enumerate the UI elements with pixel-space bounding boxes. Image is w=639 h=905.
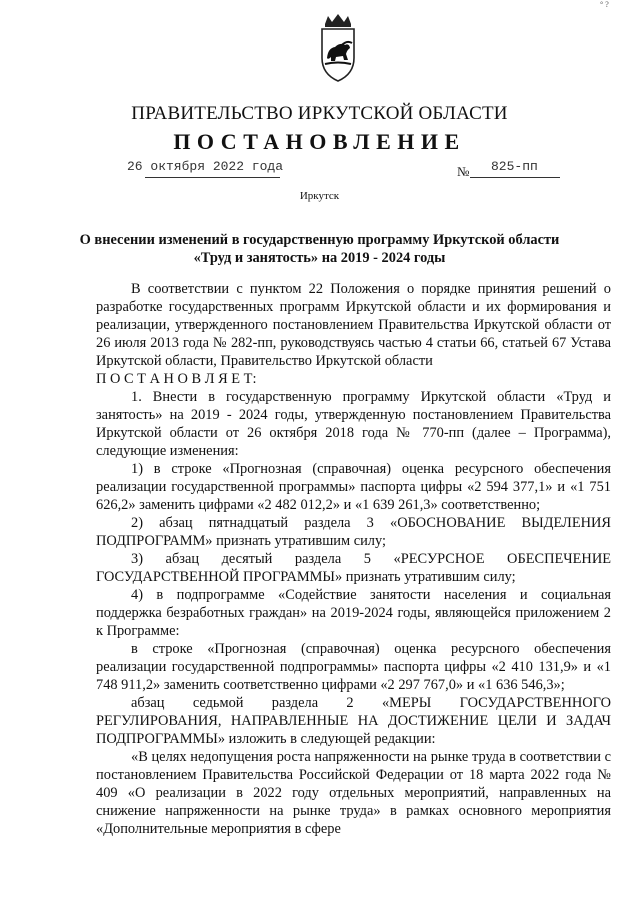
number-sign: №	[457, 164, 470, 179]
paragraph-preamble: В соответствии с пунктом 22 Положения о порядке принятия решений о разработке государственных программ Иркутской области и их формирования и реализации, утвержденного постановлением Правительства Иркутской области от 26 июля 2013 года № 282-пп, руководствуясь частью 4 статьи 66, статьей 67 Устава Иркутской области, Правительство Иркутской области	[96, 281, 611, 369]
paragraph-resolves: П О С Т А Н О В Л Я Е Т:	[96, 371, 257, 387]
paragraph-subitem-1: 1) в строке «Прогнозная (справочная) оценка ресурсного обеспечения реализации государственной программы» паспорта цифры «2 594 377,1» и «1 751 626,2» заменить цифрами «2 482 012,2» и «1 639 261,3» соответственно;	[96, 461, 611, 513]
paragraph-passport-change: в строке «Прогнозная (справочная) оценка ресурсного обеспечения реализации государственной подпрограммы» паспорта цифры «2 410 131,9» и «1 748 911,2» заменить соответственно цифрами «2 297 767,0» и «1 636 546,3»;	[96, 641, 611, 693]
date-underline	[145, 177, 280, 178]
document-body	[96, 280, 611, 838]
number-underline	[470, 177, 560, 178]
paragraph-new-wording: «В целях недопущения роста напряженности на рынке труда в соответствии с постановлением Правительства Российской Федерации от 18 марта 2022 года № 409 «О реализации в 2022 году отдельных мероприятий, направленных на снижение напряженности на рынке труда» в рамках основного мероприятия «Дополнительные мероприятия в сфере	[96, 749, 611, 837]
city: Иркутск	[299, 190, 340, 202]
paragraph-subitem-3: 3) абзац десятый раздела 5 «РЕСУРСНОЕ ОБЕСПЕЧЕНИЕ ГОСУДАРСТВЕННОЙ ПРОГРАММЫ» признать утратившим силу;	[96, 551, 611, 585]
title-line: О внесении изменений в государственную программу Иркутской области	[79, 232, 560, 248]
document-type: ПОСТАНОВЛЕНИЕ	[173, 129, 466, 154]
government-name: ПРАВИТЕЛЬСТВО ИРКУТСКОЙ ОБЛАСТИ	[131, 103, 508, 124]
title-line: «Труд и занятость» на 2019 - 2024 годы	[193, 250, 446, 266]
document-date: 26 октября 2022 года	[127, 159, 284, 174]
document-title	[60, 231, 579, 267]
corner-mark: ° ?	[600, 0, 609, 9]
paragraph-item-1: 1. Внести в государственную программу Иркутской области «Труд и занятость» на 2019 - 2024 годы, утвержденную постановлением Правительства Иркутской области от 26 октября 2018 года № 770-пп (далее – Программа), следующие изменения:	[96, 389, 611, 459]
paragraph-subitem-4: 4) в подпрограмме «Содействие занятости населения и социальная поддержка безработных граждан» на 2019-2024 годы, являющейся приложением 2 к Программе:	[96, 587, 611, 639]
irkutsk-coat-of-arms-icon	[316, 14, 360, 84]
paragraph-subitem-2: 2) абзац пятнадцатый раздела 3 «ОБОСНОВАНИЕ ВЫДЕЛЕНИЯ ПОДПРОГРАММ» признать утратившим силу;	[96, 515, 611, 549]
paragraph-section-2-change: абзац седьмой раздела 2 «МЕРЫ ГОСУДАРСТВЕННОГО РЕГУЛИРОВАНИЯ, НАПРАВЛЕННЫЕ НА ДОСТИЖЕНИЕ ЦЕЛИ И ЗАДАЧ ПОДПРОГРАММЫ» изложить в следующей редакции:	[96, 695, 611, 747]
document-number: 825-пп	[491, 159, 538, 174]
